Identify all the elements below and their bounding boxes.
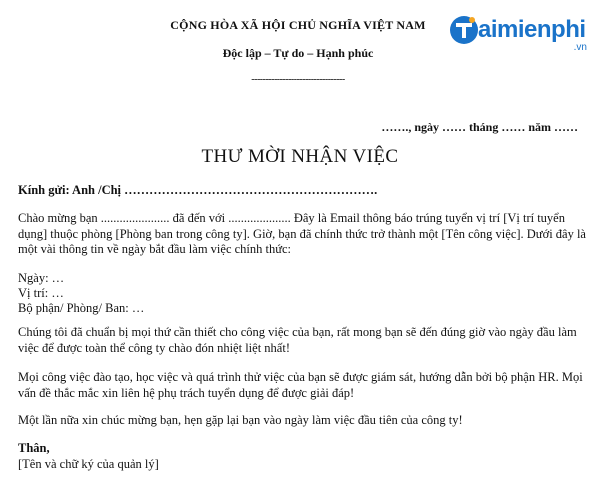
logo-text: aimienphi (478, 16, 586, 43)
position-line: Vị trí: … (18, 286, 64, 300)
intro-paragraph: Chào mừng bạn ...................... đã đến với .................... Đây là Email thông báo trúng tuyển vị trí [Vị trí tuyển dụng] thuộc phòng [Phòng ban trong công ty]. Giờ, bạn đã chính thức trở thành một [Tên công việc]. Dưới đây là một vài thông tin về ngày bắt đầu làm việc chính thức: (18, 211, 586, 256)
signature-placeholder: [Tên và chữ ký của quản lý] (18, 457, 159, 471)
taimienphi-logo (448, 10, 593, 54)
logo-suffix: .vn (573, 42, 587, 53)
closing-salutation: Thân, (18, 441, 50, 455)
training-paragraph: Mọi công việc đào tạo, học việc và quá trình thử việc của bạn sẽ được giám sát, hướng dẫn bởi bộ phận HR. Mọi vấn đề thắc mắc xin liên hệ phụ trách tuyển dụng để được giải đáp! (18, 370, 583, 400)
addressee-line: Kính gửi: Anh /Chị ……………………………………………………. (18, 183, 378, 197)
header-divider: --------------------------------- (251, 74, 345, 85)
start-date-line: Ngày: … (18, 271, 65, 285)
date-line: ……., ngày …… tháng …… năm …… (381, 120, 578, 134)
prepared-paragraph: Chúng tôi đã chuẩn bị mọi thứ cần thiết cho công việc của bạn, rất mong bạn sẽ đến đúng giờ vào ngày đầu làm việc để được toàn thể công ty chào đón nhiệt liệt nhất! (18, 325, 577, 355)
national-motto: Độc lập – Tự do – Hạnh phúc (222, 46, 374, 60)
department-line: Bộ phận/ Phòng/ Ban: … (18, 301, 145, 315)
taimienphi-logo-icon (448, 14, 480, 46)
congrats-paragraph: Một lần nữa xin chúc mừng bạn, hẹn gặp lại bạn vào ngày làm việc đầu tiên của công ty! (18, 413, 463, 427)
document-title: THƯ MỜI NHẬN VIỆC (201, 146, 399, 167)
national-title: CỘNG HÒA XÃ HỘI CHỦ NGHĨA VIỆT NAM (170, 18, 426, 32)
